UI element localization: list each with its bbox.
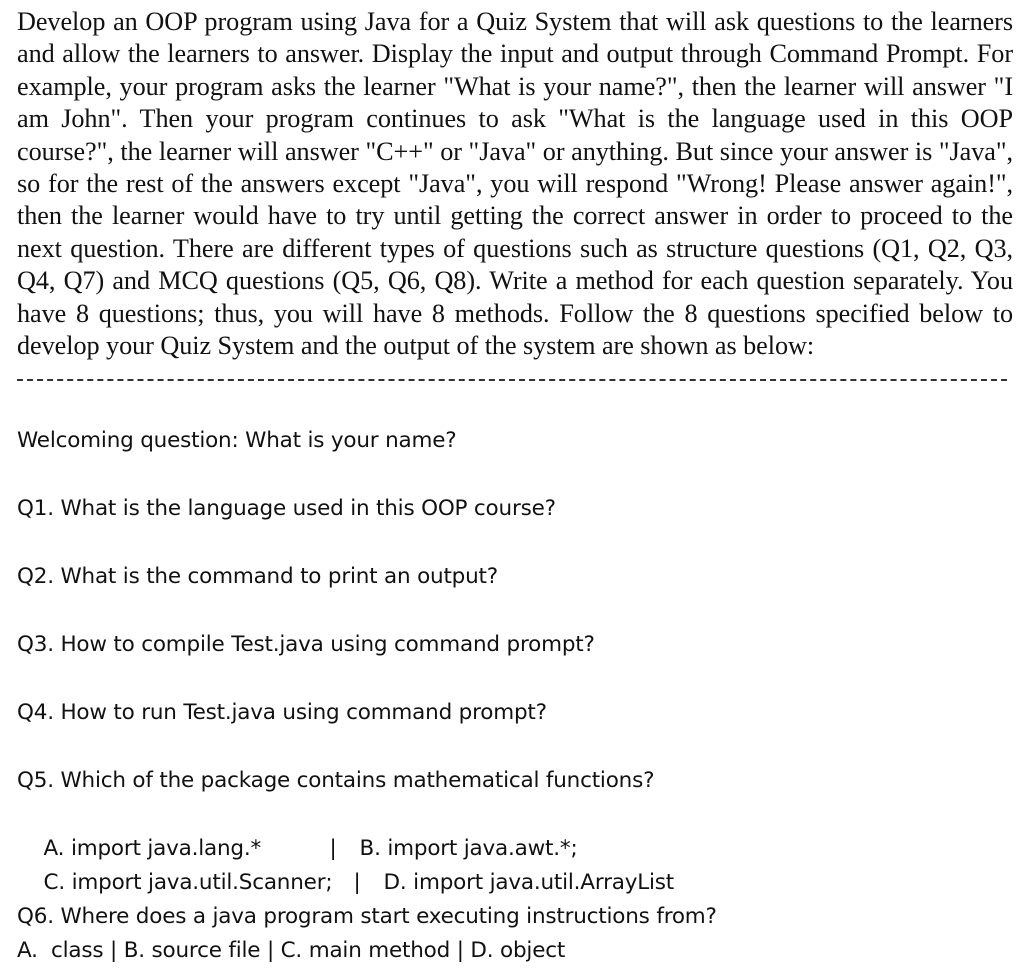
question-4: Q4. How to run Test.java using command prompt?	[17, 700, 547, 725]
option-a: A. import java.lang.*	[43, 836, 262, 861]
document-page	[17, 0, 1013, 381]
option-c: C. import java.util.Scanner;	[43, 870, 333, 895]
dashed-divider	[17, 379, 1007, 381]
option-separator: |	[329, 836, 337, 861]
question-6-options: A. class | B. source file | C. main method | D. object	[17, 938, 566, 963]
question-1: Q1. What is the language used in this OOP course?	[17, 496, 556, 521]
welcoming-question: Welcoming question: What is your name?	[17, 428, 457, 453]
question-2: Q2. What is the command to print an output?	[17, 564, 498, 589]
question-6: Q6. Where does a java program start executing instructions from?	[17, 904, 717, 929]
option-separator: |	[353, 870, 361, 895]
option-b: B. import java.awt.*;	[359, 836, 578, 861]
question-5: Q5. Which of the package contains mathematical functions?	[17, 768, 655, 793]
assignment-description: Develop an OOP program using Java for a Quiz System that will ask questions to the learners and allow the learners to answer. Display the input and output through Command Prompt. For example, your program asks the learner "What is your name?", then the learner will answer "I am John". Then your program continues to ask "What is the language used in this OOP course?", the learner will answer "C++" or "Java" or anything. But since your answer is "Java", so for the rest of the answers except "Java", you will respond "Wrong! Please answer again!", then the learner would have to try until getting the correct answer in order to proceed to the next question. There are different types of questions such as structure questions (Q1, Q2, Q3, Q4, Q7) and MCQ questions (Q5, Q6, Q8). Write a method for each question separately. You have 8 questions; thus, you will have 8 methods. Follow the 8 questions specified below to develop your Quiz System and the output of the system are shown as below:	[17, 7, 1013, 361]
question-3: Q3. How to compile Test.java using command prompt?	[17, 632, 595, 657]
option-d: D. import java.util.ArrayList	[383, 870, 675, 895]
